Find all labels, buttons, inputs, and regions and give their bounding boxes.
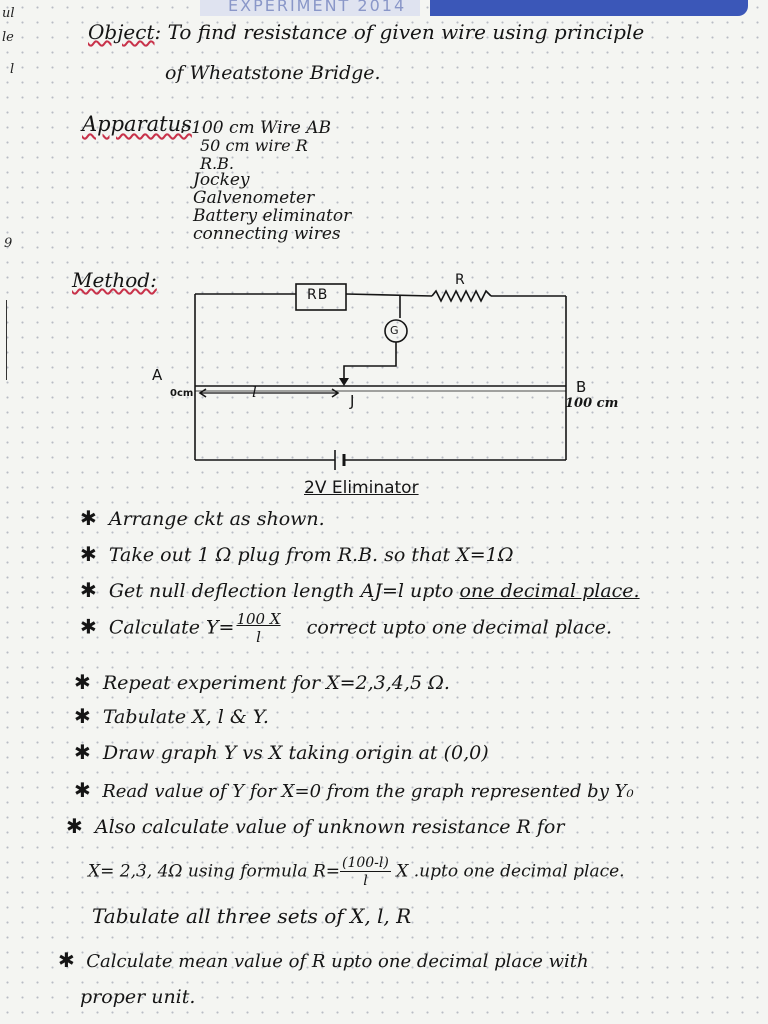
object-line-1: : To find resistance of given wire using principle — [154, 20, 645, 44]
step-repeat: ✱ Repeat experiment for X=2,3,4,5 Ω. — [74, 670, 450, 694]
a-mark: 0cm — [170, 388, 194, 399]
margin-mark-3: l — [10, 62, 15, 77]
l-label: l — [252, 383, 257, 401]
step-tabulate-xly: ✱ Tabulate X, l & Y. — [74, 704, 269, 728]
apparatus-item-galvanometer: Galvenometer — [193, 188, 315, 208]
margin-mark-1: ul — [2, 6, 15, 21]
apparatus-item-wire-r: 50 cm wire R — [200, 136, 308, 155]
step-tabulate-all: Tabulate all three sets of X, l, R — [92, 904, 412, 928]
apparatus-item-wire-ab: : 100 cm Wire AB — [180, 118, 331, 138]
a-label: A — [152, 366, 163, 384]
method-label: Method: — [72, 268, 157, 292]
apparatus-label: Apparatus — [82, 112, 192, 136]
apparatus-item-rb: R.B. — [200, 154, 234, 173]
step-null-deflection: ✱ Get null deflection length AJ=l upto one decimal place. — [80, 578, 640, 602]
bullet-star-icon: ✱ — [74, 740, 91, 764]
step-formula-line: X= 2,3, 4Ω using formula R= $\frac{(100-l)}{l}$ X .upto one decimal place. — [88, 855, 625, 889]
top-wire-middle — [346, 294, 432, 296]
step-calculate-y: ✱ Calculate Y= $\frac{100 X}{l}$ correct upto one decimal place. — [80, 610, 613, 646]
galvanometer-lead-bottom — [344, 342, 396, 378]
r-label: R — [455, 272, 465, 288]
bullet-star-icon: ✱ — [80, 578, 97, 602]
apparatus-item-wires: connecting wires — [193, 224, 341, 244]
step-arrange: ✱ Arrange ckt as shown. — [80, 506, 325, 530]
step-draw-graph: ✱ Draw graph Y vs X taking origin at (0,0) — [74, 740, 489, 764]
bullet-star-icon: ✱ — [58, 948, 75, 972]
bullet-star-icon: ✱ — [74, 670, 91, 694]
object-label: Object — [88, 20, 155, 44]
resistor-r — [432, 291, 491, 301]
bullet-star-icon: ✱ — [80, 614, 97, 639]
bullet-star-icon: ✱ — [80, 506, 97, 530]
jockey-arrow-head — [339, 378, 349, 386]
b-mark: 100 cm — [565, 396, 619, 411]
experiment-title: EXPERIMENT 2014 — [228, 0, 407, 15]
step-take-out-plug: ✱ Take out 1 Ω plug from R.B. so that X=1Ω — [80, 542, 514, 566]
j-label: J — [350, 392, 355, 410]
object-line-2: of Wheatstone Bridge. — [165, 62, 381, 84]
margin-mark-2: le — [2, 30, 14, 45]
bullet-star-icon: ✱ — [74, 778, 91, 802]
bullet-star-icon: ✱ — [80, 542, 97, 566]
step-proper-unit: proper unit. — [80, 986, 196, 1008]
battery-label: 2V Eliminator — [304, 478, 419, 498]
margin-mark-4: 9 — [4, 236, 13, 251]
rb-label: RB — [307, 287, 329, 303]
step-calculate-mean: ✱ Calculate mean value of R upto one decimal place with — [58, 948, 589, 972]
g-label: G — [390, 324, 399, 337]
step-read-value: ✱ Read value of Y for X=0 from the graph represented by Y₀ — [74, 778, 634, 802]
apparatus-item-jockey: Jockey — [193, 170, 250, 190]
b-label: B — [576, 378, 587, 396]
bullet-star-icon: ✱ — [74, 704, 91, 728]
apparatus-item-eliminator: Battery eliminator — [193, 206, 352, 226]
bullet-star-icon: ✱ — [66, 814, 83, 838]
step-also-calculate: ✱ Also calculate value of unknown resistance R for — [66, 814, 565, 838]
